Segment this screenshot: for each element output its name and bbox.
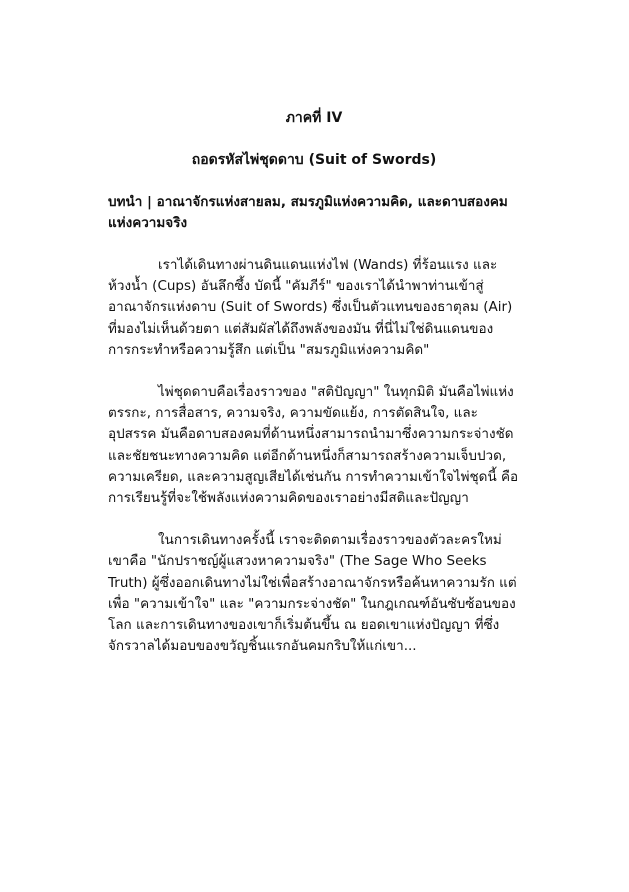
part-title: ภาคที่ IV xyxy=(285,110,343,126)
paragraph-1: เราได้เดินทางผ่านดินแดนแห่งไฟ (Wands) ที่ร้อนแรง และห้วงน้ำ (Cups) อันลึกซึ้ง บัดนี้ "คัมภีร์" ของเราได้นำพาท่านเข้าสู่ อาณาจักรแห่งดาบ (Suit of Swords) ซึ่งเป็นตัวแทนของธาตุลม (Air) ที่มองไม่เห็นด้วยตา แต่สัมผัสได้ถึงพลังของมัน ที่นี่ไม่ใช่ดินแดนของการกระทำหรือความรู้สึก แต่เป็น "สมรภูมิแห่งความคิด" xyxy=(108,257,513,358)
paragraph-2: ไพ่ชุดดาบคือเรื่องราวของ "สติปัญญา" ในทุกมิติ มันคือไพ่แห่งตรรกะ, การสื่อสาร, ความจริง, ความขัดแย้ง, การตัดสินใจ, และอุปสรรค มันคือดาบสองคมที่ด้านหนึ่งสามารถนำมาซึ่งความกระจ่างชัดและชัยชนะทางความคิด แต่อีกด้านหนึ่งก็สามารถสร้างความเจ็บปวด, ความเครียด, และความสูญเสียได้เช่นกัน การทำความเข้าใจไพ่ชุดนี้ คือการเรียนรู้ที่จะใช้พลังแห่งความคิดของเราอย่างมีสติและปัญญา xyxy=(108,384,519,507)
document-body xyxy=(108,108,520,657)
suit-title: ถอดรหัสไพ่ชุดดาบ (Suit of Swords) xyxy=(191,152,437,168)
paragraph-3: ในการเดินทางครั้งนี้ เราจะติดตามเรื่องราวของตัวละครใหม่ เขาคือ "นักปราชญ์ผู้แสวงหาความจริง" (The Sage Who Seeks Truth) ผู้ซึ่งออกเดินทางไม่ใช่เพื่อสร้างอาณาจักรหรือค้นหาความรัก แต่เพื่อ "ความเข้าใจ" และ "ความกระจ่างชัด" ในกฎเกณฑ์อันซับซ้อนของโลก และการเดินทางของเขาก็เริ่มต้นขึ้น ณ ยอดเขาแห่งปัญญา ที่ซึ่งจักรวาลได้มอบของขวัญชิ้นแรกอันคมกริบให้แก่เขา... xyxy=(108,532,517,655)
chapter-heading: บทนำ | อาณาจักรแห่งสายลม, สมรภูมิแห่งความคิด, และดาบสองคมแห่งความจริง xyxy=(108,194,508,231)
